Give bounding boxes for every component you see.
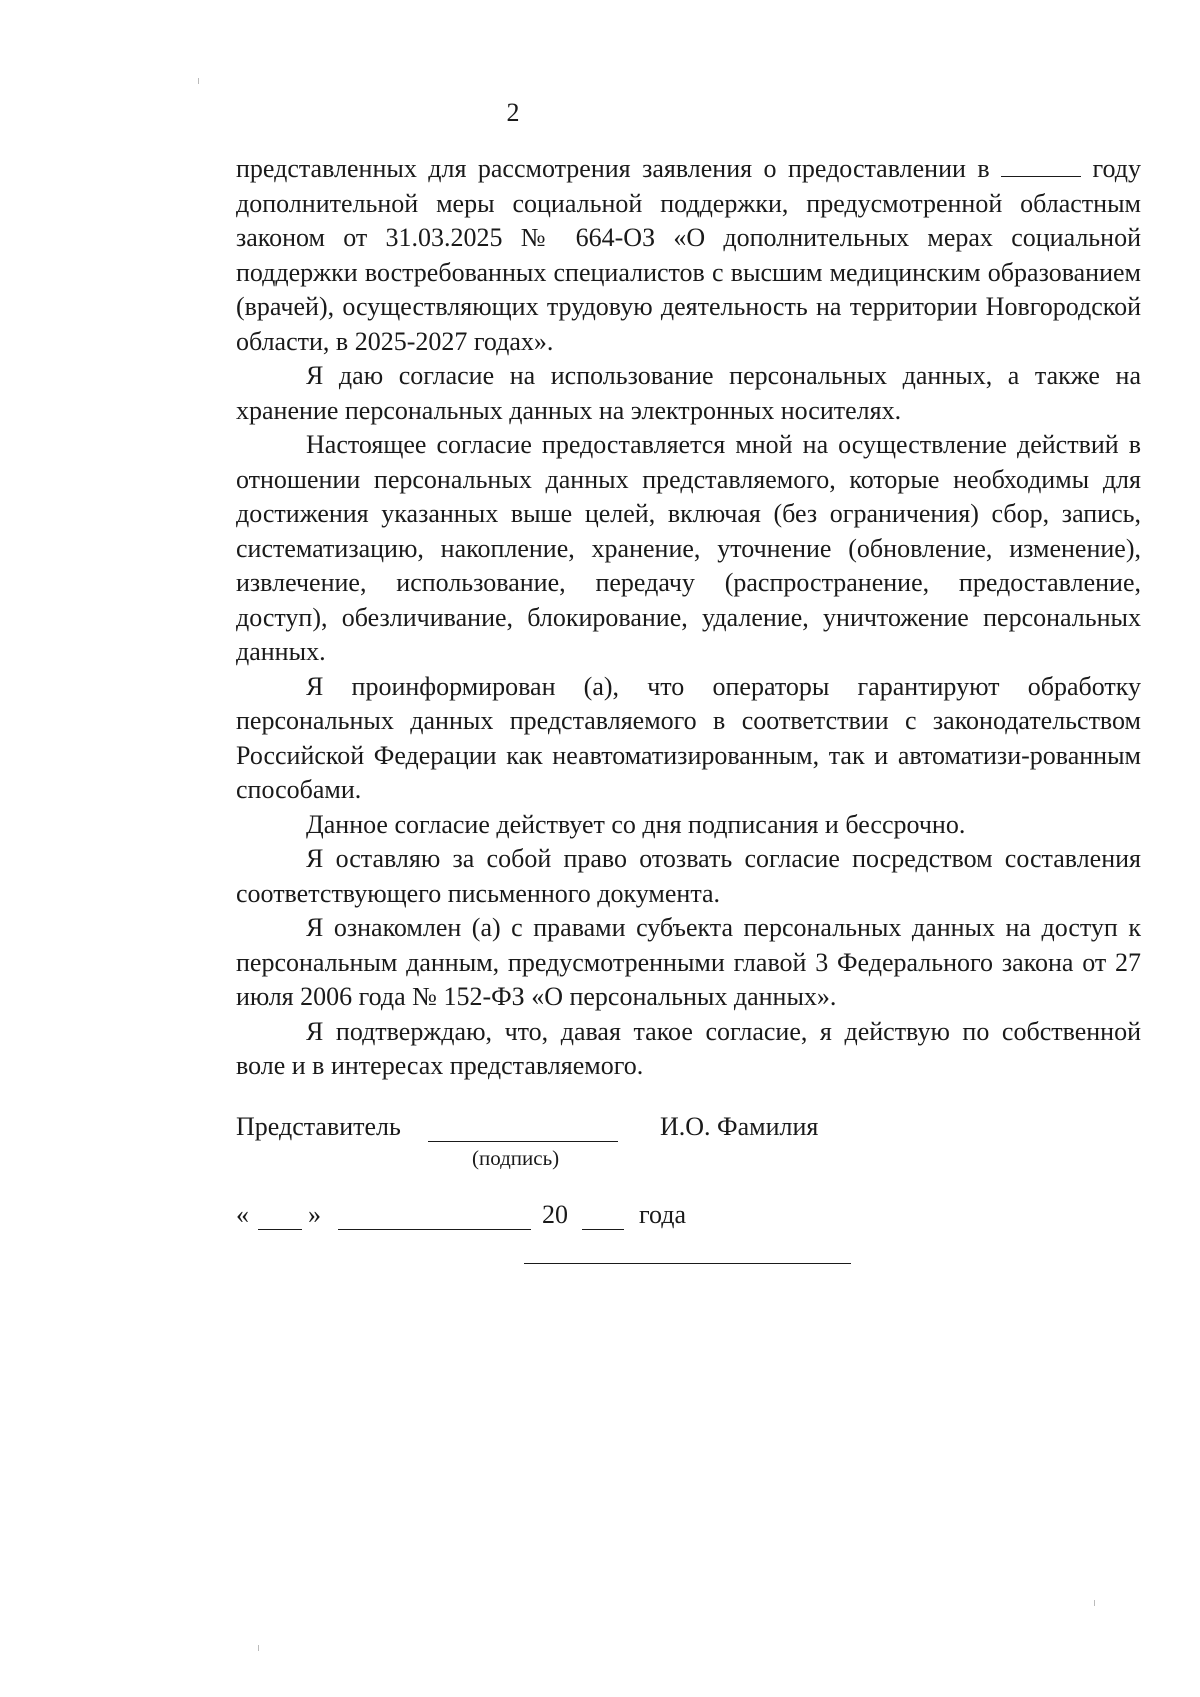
date-line [236, 1200, 1141, 1240]
year-word: года [639, 1200, 687, 1229]
paragraph-2: Я даю согласие на использование персональных данных, а также на хранение персональных данных на электронных носителях. [236, 361, 1141, 425]
scan-speck [1094, 1600, 1095, 1606]
paragraph-1-start: представленных для рассмотрения заявления о предоставлении в [236, 154, 990, 183]
paragraph-1-end: году дополнительной меры социальной поддержки, предусмотренной областным законом от 31.03.2025 № 664-ОЗ «О дополнительных мерах социальной поддержки востребованных специалистов с высшим медицинским образованием (врачей), осуществляющих трудовую деятельность на территории Новгородской области, в 2025-2027 годах». [236, 154, 1142, 356]
year-prefix: 20 [542, 1200, 568, 1229]
scan-speck [258, 1645, 259, 1651]
year-blank-line [1001, 154, 1081, 177]
month-blank-line [338, 1229, 531, 1230]
paragraph-4: Я проинформирован (а), что операторы гарантируют обработку персональных данных представляемого в соответствии с законодательством Российской Федерации как неавтоматизированным, так и автоматизи-рованным способами. [236, 671, 1141, 804]
paragraph-1 [236, 152, 1141, 359]
paragraph-6: Я оставляю за собой право отозвать согласие посредством составления соответствующего письменного документа. [236, 844, 1141, 908]
signature-caption: (подпись) [472, 1146, 560, 1170]
day-blank-line [258, 1229, 302, 1230]
paragraph-3: Настоящее согласие предоставляется мной на осуществление действий в отношении персональных данных представляемого, которые необходимы для достижения указанных выше целей, включая (без ограничения) сбор, запись, систематизацию, накопление, хранение, уточнение (обновление, изменение), извлечение, использование, передачу (распространение, предоставление, доступ), обезличивание, блокирование, удаление, уничтожение персональных данных. [236, 430, 1141, 666]
year-blank-line-date [582, 1229, 624, 1230]
closing-divider-line [524, 1263, 851, 1264]
date-open-quote: « [236, 1200, 249, 1229]
page-number: 2 [506, 98, 520, 127]
paragraph-5: Данное согласие действует со дня подписания и бессрочно. [306, 809, 966, 839]
representative-label: Представитель [236, 1112, 401, 1141]
representative-name: И.О. Фамилия [660, 1112, 819, 1141]
scan-speck [198, 78, 199, 84]
document-body [236, 152, 1141, 1084]
paragraph-8: Я подтверждаю, что, давая такое согласие, я действую по собственной воле и в интересах представляемого. [236, 1016, 1141, 1080]
paragraph-7: Я ознакомлен (а) с правами субъекта персональных данных на доступ к персональным данным, предусмотренными главой 3 Федерального закона от 27 июля 2006 года № 152-ФЗ «О персональных данных». [236, 913, 1141, 1011]
date-close-quote: » [308, 1200, 321, 1229]
signature-line [428, 1141, 618, 1142]
